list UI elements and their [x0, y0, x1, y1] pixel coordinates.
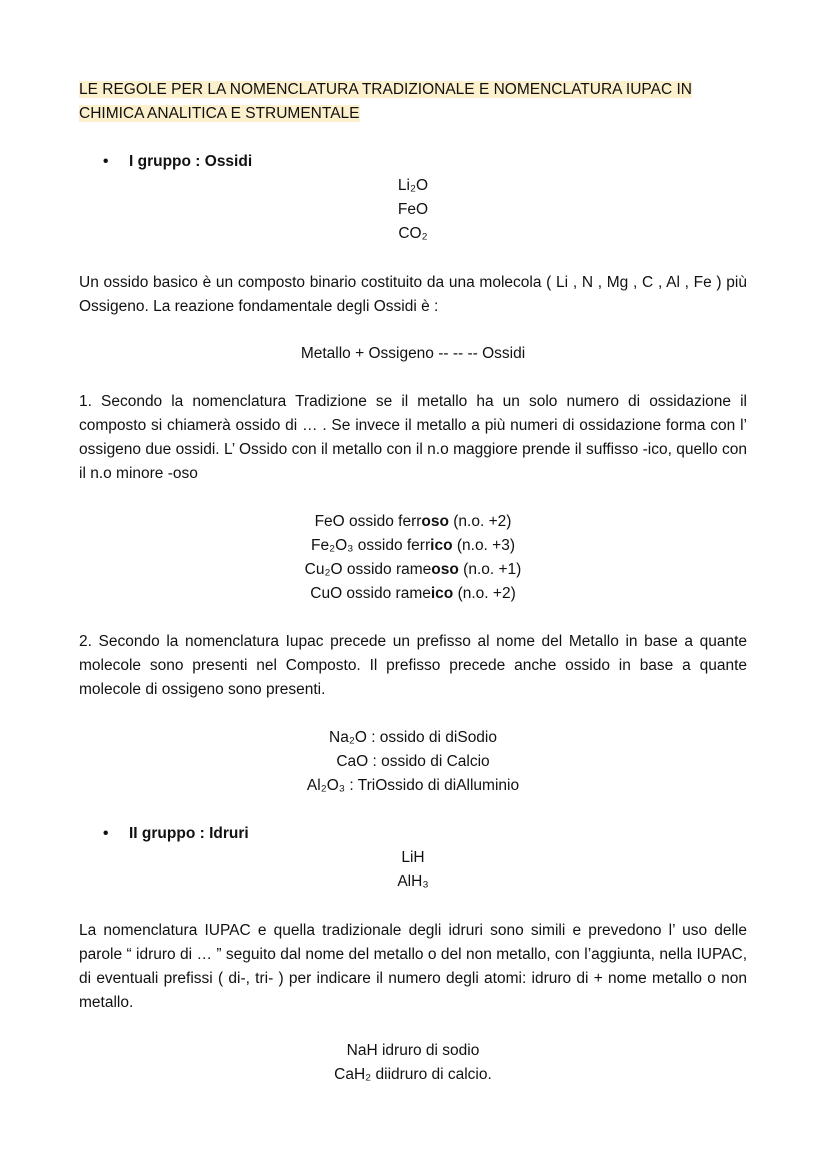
formula: Li₂O [397, 177, 429, 194]
example-line: CaO : ossido di Calcio [336, 753, 490, 770]
bullet-icon: • [103, 153, 109, 170]
reaction-equation: Metallo + Ossigeno -- -- -- Ossidi [300, 345, 526, 362]
hydride-examples [79, 1039, 747, 1087]
example-line: Al₂O₃ : TriOssido di diAlluminio [306, 777, 520, 794]
example-line: CuO ossido rameico (n.o. +2) [310, 585, 516, 602]
oxide-formulas [79, 174, 747, 246]
title-line-1: LE REGOLE PER LA NOMENCLATURA TRADIZIONALE E NOMENCLATURA IUPAC IN [79, 81, 692, 98]
paragraph-hydrides: La nomenclatura IUPAC e quella tradizionale degli idruri sono simili e prevedono l’ uso delle parole “ idruro di … ” seguito dal nome del metallo o del non metallo, con l’aggiunta, nella IUPAC, di eventuali prefissi ( di-, tri- ) per indicare il numero degli atomi: idruro di + nome metallo o non metallo. [79, 922, 747, 1011]
example-line: Fe₂O₃ ossido ferrico (n.o. +3) [310, 537, 516, 554]
heading-text: II gruppo : Idruri [129, 825, 249, 842]
formula: CO₂ [398, 225, 428, 242]
traditional-examples [79, 510, 747, 606]
example-line: CaH₂ diidruro di calcio. [334, 1066, 492, 1083]
example-line: Na₂O : ossido di diSodio [329, 729, 497, 746]
intro-paragraph: Un ossido basico è un composto binario costituito da una molecola ( Li , N , Mg , C , Al , Fe ) più Ossigeno. La reazione fondamentale degli Ossidi è : [79, 274, 747, 315]
formula: LiH [401, 849, 425, 866]
formula: FeO [397, 201, 429, 218]
example-line: Cu₂O ossido rameoso (n.o. +1) [304, 561, 522, 578]
hydride-formulas [79, 846, 747, 894]
title-line-2: CHIMICA ANALITICA E STRUMENTALE [79, 105, 360, 122]
document-title [79, 78, 747, 126]
heading-text: I gruppo : Ossidi [129, 153, 253, 170]
section-heading-idruri [103, 822, 249, 846]
bullet-icon: • [103, 825, 109, 842]
paragraph-iupac: 2. Secondo la nomenclatura Iupac precede un prefisso al nome del Metallo in base a quante molecole sono presenti nel Composto. Il prefisso precede anche ossido in base a quante molecole di ossigeno sono presenti. [79, 633, 747, 698]
iupac-examples [79, 726, 747, 798]
section-heading-ossidi [103, 150, 252, 174]
paragraph-traditional: 1. Secondo la nomenclatura Tradizione se il metallo ha un solo numero di ossidazione il composto si chiamerà ossido di … . Se invece il metallo a più numeri di ossidazione forma con l’ ossigeno due ossidi. L’ Ossido con il metallo con il n.o maggiore prende il suffisso -ico, quello con il n.o minore -oso [79, 393, 747, 482]
formula: AlH₃ [397, 873, 429, 890]
example-line: NaH idruro di sodio [346, 1042, 480, 1059]
example-line: FeO ossido ferroso (n.o. +2) [314, 513, 512, 530]
